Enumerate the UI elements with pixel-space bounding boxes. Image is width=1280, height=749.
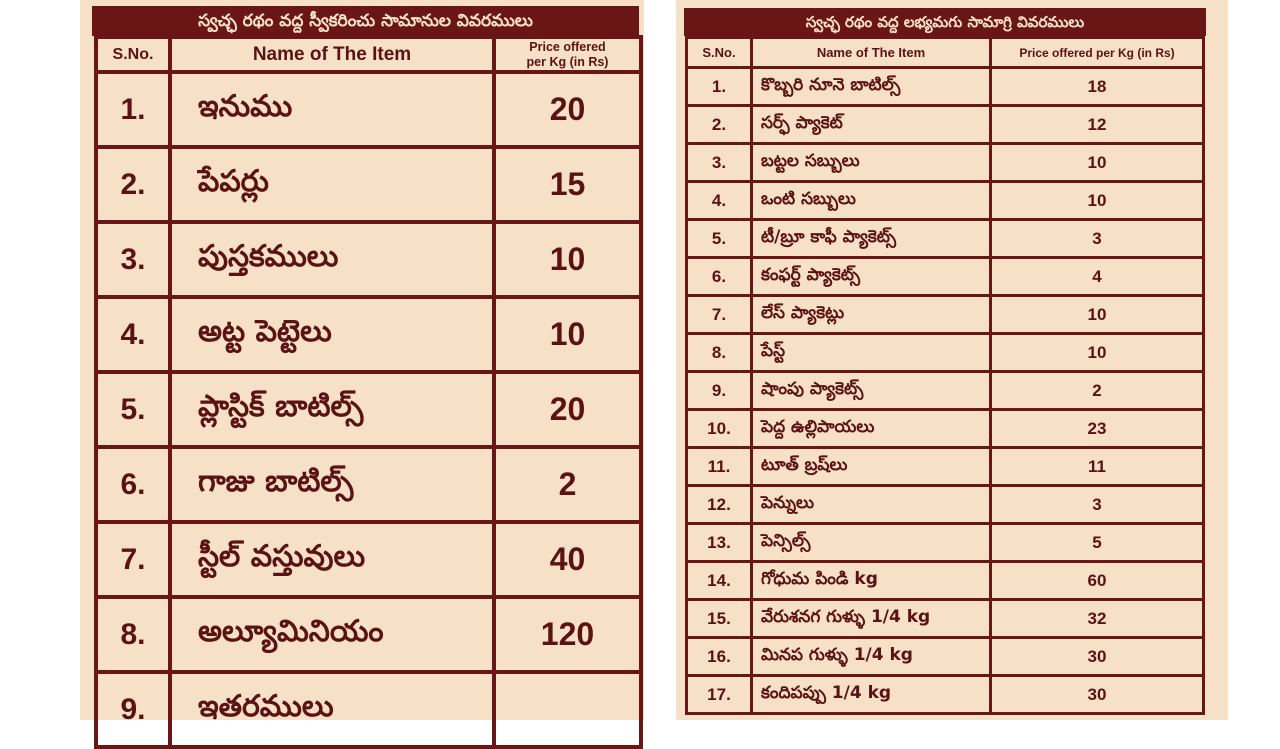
header-item-name: Name of The Item [170,37,494,72]
row-price: 20 [494,72,641,147]
row-sno: 7. [687,296,752,334]
table-row [687,524,1204,562]
row-price: 18 [991,68,1204,106]
row-sno: 4. [687,182,752,220]
table-row [96,597,641,672]
row-item-name: షాంపు ప్యాకెట్స్ [752,372,991,410]
row-sno: 5. [96,372,170,447]
table-row [687,410,1204,448]
table-row [96,672,641,747]
row-item-name: ఇనుము [170,72,494,147]
row-item-name: సర్ఫ్ ప్యాకెట్ [752,106,991,144]
row-price: 30 [991,638,1204,676]
table-row [687,106,1204,144]
row-price: 40 [494,522,641,597]
row-item-name: గాజు బాటిల్స్ [170,447,494,522]
accepted-items-title: స్వచ్ఛ రథం వద్ద స్వీకరించు సామానుల వివరములు [92,6,639,36]
row-item-name: ఒంటి సబ్బులు [752,182,991,220]
row-item-name: లేస్ ప్యాకెట్లు [752,296,991,334]
row-sno: 15. [687,600,752,638]
table-row [687,68,1204,106]
row-item-name: అల్యూమినియం [170,597,494,672]
row-price: 60 [991,562,1204,600]
row-sno: 2. [687,106,752,144]
table-row [687,220,1204,258]
row-sno: 2. [96,147,170,222]
header-item-name: Name of The Item [752,38,991,68]
row-sno: 13. [687,524,752,562]
row-item-name: గోధుమ పిండి kg [752,562,991,600]
row-sno: 14. [687,562,752,600]
row-item-name: పుస్తకములు [170,222,494,297]
table-row [687,258,1204,296]
row-price: 30 [991,676,1204,714]
table-row [687,296,1204,334]
row-item-name: పేస్ట్ [752,334,991,372]
row-item-name: ఇతరములు [170,672,494,747]
table-row [687,182,1204,220]
row-sno: 1. [96,72,170,147]
row-sno: 8. [687,334,752,372]
table-row [96,522,641,597]
row-price: 3 [991,486,1204,524]
table-row [96,72,641,147]
row-price: 4 [991,258,1204,296]
available-items-table [685,36,1205,715]
row-price: 11 [991,448,1204,486]
table-row [687,676,1204,714]
row-item-name: కందిపప్పు 1/4 kg [752,676,991,714]
row-price: 10 [494,297,641,372]
row-price: 10 [494,222,641,297]
row-item-name: టీ/బ్రూ కాఫీ ప్యాకెట్స్ [752,220,991,258]
row-price: 10 [991,144,1204,182]
row-sno: 12. [687,486,752,524]
row-sno: 3. [96,222,170,297]
row-price: 32 [991,600,1204,638]
row-sno: 9. [96,672,170,747]
row-price: 5 [991,524,1204,562]
table-row [96,222,641,297]
table-row [687,638,1204,676]
header-price [494,37,641,72]
accepted-items-panel [80,0,644,726]
row-price: 23 [991,410,1204,448]
row-price: 2 [494,447,641,522]
row-price: 3 [991,220,1204,258]
table-row [687,448,1204,486]
available-items-title: స్వచ్ఛ రథం వద్ద లభ్యమగు సామాగ్రి వివరములు [684,8,1206,36]
row-price: 2 [991,372,1204,410]
table-row [687,372,1204,410]
row-sno: 3. [687,144,752,182]
row-sno: 6. [687,258,752,296]
table-row [96,372,641,447]
accepted-items-table [94,35,643,749]
row-price: 12 [991,106,1204,144]
row-item-name: కంఫర్ట్ ప్యాకెట్స్ [752,258,991,296]
table-row [96,147,641,222]
table-header-row [96,37,641,72]
table-row [96,447,641,522]
row-item-name: పెన్నులు [752,486,991,524]
row-sno: 9. [687,372,752,410]
row-item-name: టూత్ బ్రష్‌లు [752,448,991,486]
row-price: 20 [494,372,641,447]
header-price: Price offered per Kg (in Rs) [991,38,1204,68]
row-sno: 11. [687,448,752,486]
row-item-name: పేపర్లు [170,147,494,222]
available-items-panel [676,0,1228,720]
row-price: 120 [494,597,641,672]
table-row [687,562,1204,600]
row-item-name: కొబ్బరి నూనె బాటిల్స్ [752,68,991,106]
row-price: 15 [494,147,641,222]
row-item-name: వేరుశనగ గుళ్ళు 1/4 kg [752,600,991,638]
table-row [687,334,1204,372]
row-item-name: పెన్సిల్స్ [752,524,991,562]
row-price: 10 [991,182,1204,220]
row-price: 10 [991,296,1204,334]
row-sno: 6. [96,447,170,522]
table-row [687,144,1204,182]
row-sno: 10. [687,410,752,448]
table-row [96,297,641,372]
row-sno: 7. [96,522,170,597]
row-sno: 17. [687,676,752,714]
header-sno: S.No. [96,37,170,72]
row-sno: 16. [687,638,752,676]
header-price-line2: per Kg (in Rs) [526,54,609,69]
row-item-name: పెద్ద ఉల్లిపాయలు [752,410,991,448]
row-item-name: బట్టల సబ్బులు [752,144,991,182]
row-price: 10 [991,334,1204,372]
row-price [494,672,641,747]
header-sno: S.No. [687,38,752,68]
row-item-name: ప్లాస్టిక్ బాటిల్స్ [170,372,494,447]
table-row [687,486,1204,524]
row-item-name: స్టీల్ వస్తువులు [170,522,494,597]
row-sno: 5. [687,220,752,258]
header-price-line1: Price offered [529,39,606,54]
table-row [687,600,1204,638]
row-item-name: మినప గుళ్ళు 1/4 kg [752,638,991,676]
row-sno: 1. [687,68,752,106]
row-item-name: అట్ట పెట్టెలు [170,297,494,372]
table-header-row [687,38,1204,68]
row-sno: 8. [96,597,170,672]
row-sno: 4. [96,297,170,372]
